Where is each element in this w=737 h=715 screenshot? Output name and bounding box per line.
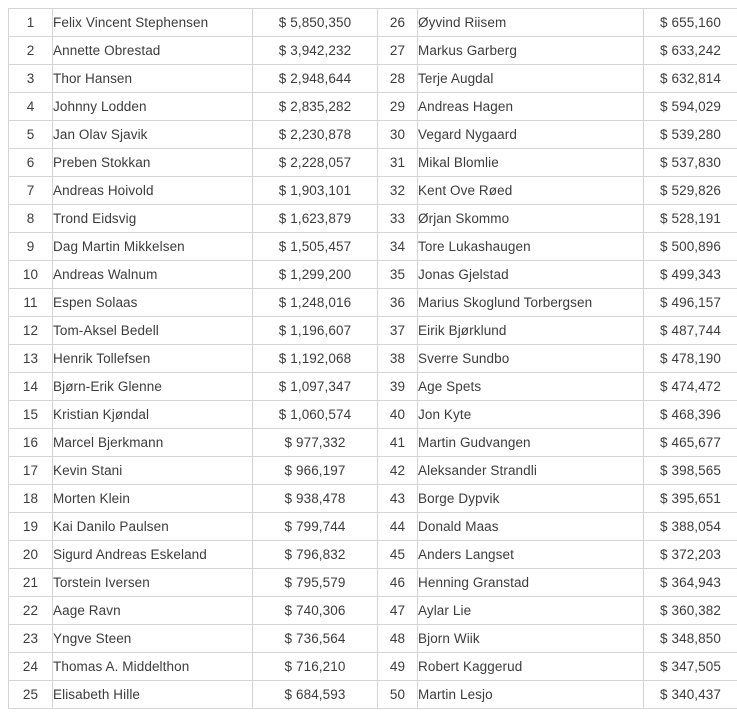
right-name-cell: Marius Skoglund Torbergsen [418, 289, 644, 317]
left-winnings-cell: $ 796,832 [253, 541, 378, 569]
right-winnings-cell: $ 347,505 [644, 653, 737, 681]
right-name-cell: Markus Garberg [418, 37, 644, 65]
left-winnings-cell: $ 684,593 [253, 681, 378, 709]
left-rank-cell: 8 [9, 205, 53, 233]
left-winnings-cell: $ 2,230,878 [253, 121, 378, 149]
left-winnings-cell: $ 5,850,350 [253, 9, 378, 37]
left-name-cell: Espen Solaas [53, 289, 253, 317]
table-row [9, 513, 737, 541]
right-name-cell: Vegard Nygaard [418, 121, 644, 149]
table-row [9, 177, 737, 205]
left-rank-cell: 25 [9, 681, 53, 709]
left-winnings-cell: $ 1,903,101 [253, 177, 378, 205]
left-name-cell: Johnny Lodden [53, 93, 253, 121]
right-name-cell: Jon Kyte [418, 401, 644, 429]
right-rank-cell: 43 [378, 485, 418, 513]
right-name-cell: Andreas Hagen [418, 93, 644, 121]
left-name-cell: Thomas A. Middelthon [53, 653, 253, 681]
left-rank-cell: 3 [9, 65, 53, 93]
table-row [9, 205, 737, 233]
table-row [9, 121, 737, 149]
left-name-cell: Bjørn-Erik Glenne [53, 373, 253, 401]
right-name-cell: Sverre Sundbo [418, 345, 644, 373]
left-name-cell: Trond Eidsvig [53, 205, 253, 233]
table-row [9, 345, 737, 373]
right-name-cell: Borge Dypvik [418, 485, 644, 513]
right-winnings-cell: $ 632,814 [644, 65, 737, 93]
right-rank-cell: 45 [378, 541, 418, 569]
table-row [9, 401, 737, 429]
left-rank-cell: 12 [9, 317, 53, 345]
left-rank-cell: 22 [9, 597, 53, 625]
left-rank-cell: 13 [9, 345, 53, 373]
right-rank-cell: 39 [378, 373, 418, 401]
right-rank-cell: 48 [378, 625, 418, 653]
left-winnings-cell: $ 977,332 [253, 429, 378, 457]
right-rank-cell: 26 [378, 9, 418, 37]
left-name-cell: Sigurd Andreas Eskeland [53, 541, 253, 569]
right-name-cell: Jonas Gjelstad [418, 261, 644, 289]
right-rank-cell: 49 [378, 653, 418, 681]
right-name-cell: Eirik Bjørklund [418, 317, 644, 345]
right-rank-cell: 27 [378, 37, 418, 65]
right-winnings-cell: $ 496,157 [644, 289, 737, 317]
left-name-cell: Felix Vincent Stephensen [53, 9, 253, 37]
left-winnings-cell: $ 799,744 [253, 513, 378, 541]
left-winnings-cell: $ 740,306 [253, 597, 378, 625]
right-rank-cell: 41 [378, 429, 418, 457]
left-name-cell: Morten Klein [53, 485, 253, 513]
left-rank-cell: 21 [9, 569, 53, 597]
right-rank-cell: 44 [378, 513, 418, 541]
left-winnings-cell: $ 1,097,347 [253, 373, 378, 401]
left-winnings-cell: $ 1,060,574 [253, 401, 378, 429]
table-row [9, 541, 737, 569]
right-rank-cell: 40 [378, 401, 418, 429]
left-name-cell: Elisabeth Hille [53, 681, 253, 709]
left-winnings-cell: $ 1,192,068 [253, 345, 378, 373]
right-name-cell: Donald Maas [418, 513, 644, 541]
right-winnings-cell: $ 478,190 [644, 345, 737, 373]
right-rank-cell: 38 [378, 345, 418, 373]
left-winnings-cell: $ 716,210 [253, 653, 378, 681]
left-winnings-cell: $ 2,948,644 [253, 65, 378, 93]
left-rank-cell: 19 [9, 513, 53, 541]
table-row [9, 289, 737, 317]
left-name-cell: Aage Ravn [53, 597, 253, 625]
left-winnings-cell: $ 1,196,607 [253, 317, 378, 345]
right-rank-cell: 37 [378, 317, 418, 345]
right-winnings-cell: $ 364,943 [644, 569, 737, 597]
left-rank-cell: 2 [9, 37, 53, 65]
right-winnings-cell: $ 474,472 [644, 373, 737, 401]
right-winnings-cell: $ 539,280 [644, 121, 737, 149]
left-name-cell: Preben Stokkan [53, 149, 253, 177]
left-rank-cell: 5 [9, 121, 53, 149]
right-winnings-cell: $ 487,744 [644, 317, 737, 345]
right-name-cell: Aylar Lie [418, 597, 644, 625]
table-row [9, 9, 737, 37]
table-row [9, 597, 737, 625]
right-winnings-cell: $ 594,029 [644, 93, 737, 121]
ranking-table-container [8, 8, 737, 709]
left-name-cell: Henrik Tollefsen [53, 345, 253, 373]
left-winnings-cell: $ 2,228,057 [253, 149, 378, 177]
right-rank-cell: 28 [378, 65, 418, 93]
left-winnings-cell: $ 2,835,282 [253, 93, 378, 121]
right-rank-cell: 30 [378, 121, 418, 149]
right-winnings-cell: $ 655,160 [644, 9, 737, 37]
table-row [9, 569, 737, 597]
left-winnings-cell: $ 1,299,200 [253, 261, 378, 289]
right-rank-cell: 34 [378, 233, 418, 261]
right-winnings-cell: $ 528,191 [644, 205, 737, 233]
left-rank-cell: 20 [9, 541, 53, 569]
table-row [9, 429, 737, 457]
left-winnings-cell: $ 1,248,016 [253, 289, 378, 317]
left-name-cell: Andreas Hoivold [53, 177, 253, 205]
left-rank-cell: 17 [9, 457, 53, 485]
right-rank-cell: 32 [378, 177, 418, 205]
table-row [9, 37, 737, 65]
left-rank-cell: 16 [9, 429, 53, 457]
right-rank-cell: 29 [378, 93, 418, 121]
right-name-cell: Henning Granstad [418, 569, 644, 597]
table-row [9, 149, 737, 177]
left-rank-cell: 15 [9, 401, 53, 429]
right-winnings-cell: $ 468,396 [644, 401, 737, 429]
left-name-cell: Marcel Bjerkmann [53, 429, 253, 457]
left-name-cell: Yngve Steen [53, 625, 253, 653]
right-name-cell: Kent Ove Røed [418, 177, 644, 205]
right-winnings-cell: $ 537,830 [644, 149, 737, 177]
table-row [9, 653, 737, 681]
table-row [9, 233, 737, 261]
left-rank-cell: 4 [9, 93, 53, 121]
right-name-cell: Mikal Blomlie [418, 149, 644, 177]
right-rank-cell: 50 [378, 681, 418, 709]
left-name-cell: Tom-Aksel Bedell [53, 317, 253, 345]
right-rank-cell: 36 [378, 289, 418, 317]
right-name-cell: Martin Gudvangen [418, 429, 644, 457]
left-name-cell: Kai Danilo Paulsen [53, 513, 253, 541]
right-winnings-cell: $ 465,677 [644, 429, 737, 457]
right-name-cell: Ørjan Skommo [418, 205, 644, 233]
table-row [9, 681, 737, 709]
right-winnings-cell: $ 633,242 [644, 37, 737, 65]
right-name-cell: Tore Lukashaugen [418, 233, 644, 261]
right-name-cell: Bjorn Wiik [418, 625, 644, 653]
left-name-cell: Jan Olav Sjavik [53, 121, 253, 149]
left-name-cell: Thor Hansen [53, 65, 253, 93]
left-rank-cell: 14 [9, 373, 53, 401]
left-winnings-cell: $ 1,623,879 [253, 205, 378, 233]
right-rank-cell: 42 [378, 457, 418, 485]
left-rank-cell: 9 [9, 233, 53, 261]
right-name-cell: Martin Lesjo [418, 681, 644, 709]
right-winnings-cell: $ 395,651 [644, 485, 737, 513]
right-rank-cell: 35 [378, 261, 418, 289]
left-rank-cell: 24 [9, 653, 53, 681]
left-rank-cell: 7 [9, 177, 53, 205]
left-name-cell: Kevin Stani [53, 457, 253, 485]
right-rank-cell: 47 [378, 597, 418, 625]
right-name-cell: Terje Augdal [418, 65, 644, 93]
right-rank-cell: 31 [378, 149, 418, 177]
left-rank-cell: 11 [9, 289, 53, 317]
left-name-cell: Torstein Iversen [53, 569, 253, 597]
table-row [9, 93, 737, 121]
left-winnings-cell: $ 938,478 [253, 485, 378, 513]
ranking-table [8, 8, 737, 709]
table-row [9, 373, 737, 401]
right-winnings-cell: $ 500,896 [644, 233, 737, 261]
left-rank-cell: 18 [9, 485, 53, 513]
right-winnings-cell: $ 372,203 [644, 541, 737, 569]
right-winnings-cell: $ 499,343 [644, 261, 737, 289]
table-row [9, 625, 737, 653]
right-rank-cell: 33 [378, 205, 418, 233]
left-name-cell: Kristian Kjøndal [53, 401, 253, 429]
right-name-cell: Robert Kaggerud [418, 653, 644, 681]
left-name-cell: Annette Obrestad [53, 37, 253, 65]
left-winnings-cell: $ 1,505,457 [253, 233, 378, 261]
left-rank-cell: 23 [9, 625, 53, 653]
left-winnings-cell: $ 966,197 [253, 457, 378, 485]
table-row [9, 65, 737, 93]
table-row [9, 261, 737, 289]
right-name-cell: Age Spets [418, 373, 644, 401]
left-name-cell: Dag Martin Mikkelsen [53, 233, 253, 261]
right-winnings-cell: $ 398,565 [644, 457, 737, 485]
table-row [9, 317, 737, 345]
table-row [9, 485, 737, 513]
right-name-cell: Anders Langset [418, 541, 644, 569]
left-rank-cell: 1 [9, 9, 53, 37]
left-rank-cell: 10 [9, 261, 53, 289]
left-winnings-cell: $ 736,564 [253, 625, 378, 653]
right-winnings-cell: $ 340,437 [644, 681, 737, 709]
left-rank-cell: 6 [9, 149, 53, 177]
left-name-cell: Andreas Walnum [53, 261, 253, 289]
right-rank-cell: 46 [378, 569, 418, 597]
right-winnings-cell: $ 388,054 [644, 513, 737, 541]
right-winnings-cell: $ 529,826 [644, 177, 737, 205]
ranking-table-body [9, 9, 737, 709]
right-winnings-cell: $ 348,850 [644, 625, 737, 653]
table-row [9, 457, 737, 485]
left-winnings-cell: $ 795,579 [253, 569, 378, 597]
right-name-cell: Aleksander Strandli [418, 457, 644, 485]
right-winnings-cell: $ 360,382 [644, 597, 737, 625]
left-winnings-cell: $ 3,942,232 [253, 37, 378, 65]
right-name-cell: Øyvind Riisem [418, 9, 644, 37]
